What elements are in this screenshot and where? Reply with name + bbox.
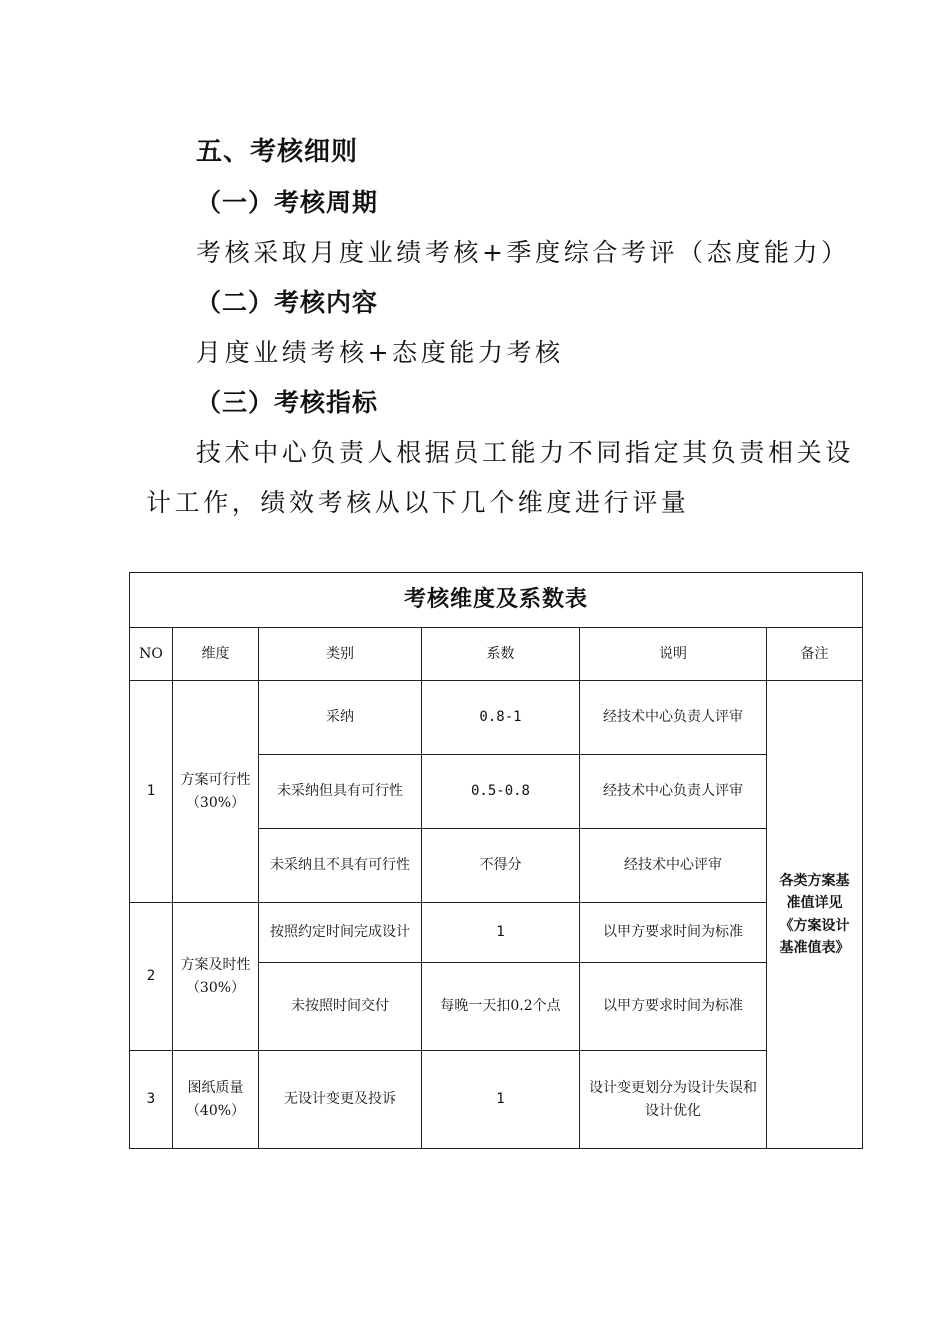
category-cell: 无设计变更及投诉 — [259, 1051, 422, 1149]
header-description: 说明 — [580, 628, 767, 681]
header-coefficient: 系数 — [422, 628, 580, 681]
table-header-row — [130, 628, 863, 681]
paragraph-cycle: 考核采取月度业绩考核+季度综合考评（态度能力） — [196, 238, 850, 267]
description-cell: 经技术中心评审 — [580, 829, 767, 903]
row-number: 3 — [130, 1051, 173, 1149]
description-cell: 经技术中心负责人评审 — [580, 681, 767, 755]
coefficient-cell: 每晚一天扣0.2个点 — [422, 963, 580, 1051]
paragraph-content: 月度业绩考核+态度能力考核 — [196, 338, 564, 367]
dimension-cell: 方案可行性（30%） — [173, 681, 259, 903]
table-row — [130, 681, 863, 755]
coefficient-cell: 1 — [422, 1051, 580, 1149]
header-remark: 备注 — [767, 628, 863, 681]
category-cell: 采纳 — [259, 681, 422, 755]
header-dimension: 维度 — [173, 628, 259, 681]
paragraph-indicators-line2: 计工作，绩效考核从以下几个维度进行评量 — [146, 488, 690, 517]
table-caption: 考核维度及系数表 — [130, 573, 863, 628]
description-cell: 经技术中心负责人评审 — [580, 755, 767, 829]
category-cell: 未采纳但具有可行性 — [259, 755, 422, 829]
category-cell: 未采纳且不具有可行性 — [259, 829, 422, 903]
description-cell: 设计变更划分为设计失误和设计优化 — [580, 1051, 767, 1149]
subheading-indicators: （三）考核指标 — [196, 388, 379, 417]
coefficient-cell: 1 — [422, 903, 580, 963]
coefficient-cell: 0.5-0.8 — [422, 755, 580, 829]
description-cell: 以甲方要求时间为标准 — [580, 963, 767, 1051]
header-no: NO — [130, 628, 173, 681]
row-number: 1 — [130, 681, 173, 903]
coefficient-cell: 不得分 — [422, 829, 580, 903]
table-row — [130, 903, 863, 963]
row-number: 2 — [130, 903, 173, 1051]
category-cell: 按照约定时间完成设计 — [259, 903, 422, 963]
paragraph-indicators-line1: 技术中心负责人根据员工能力不同指定其负责相关设 — [196, 438, 854, 467]
remark-cell: 各类方案基准值详见《方案设计基准值表》 — [767, 681, 863, 1149]
dimension-cell: 方案及时性（30%） — [173, 903, 259, 1051]
description-cell: 以甲方要求时间为标准 — [580, 903, 767, 963]
dimension-cell: 图纸质量（40%） — [173, 1051, 259, 1149]
table-row — [130, 1051, 863, 1149]
subheading-cycle: （一）考核周期 — [196, 188, 379, 217]
subheading-content: （二）考核内容 — [196, 288, 379, 317]
assessment-table — [129, 572, 863, 1149]
section-title: 五、考核细则 — [196, 137, 359, 167]
coefficient-cell: 0.8-1 — [422, 681, 580, 755]
header-category: 类别 — [259, 628, 422, 681]
category-cell: 未按照时间交付 — [259, 963, 422, 1051]
